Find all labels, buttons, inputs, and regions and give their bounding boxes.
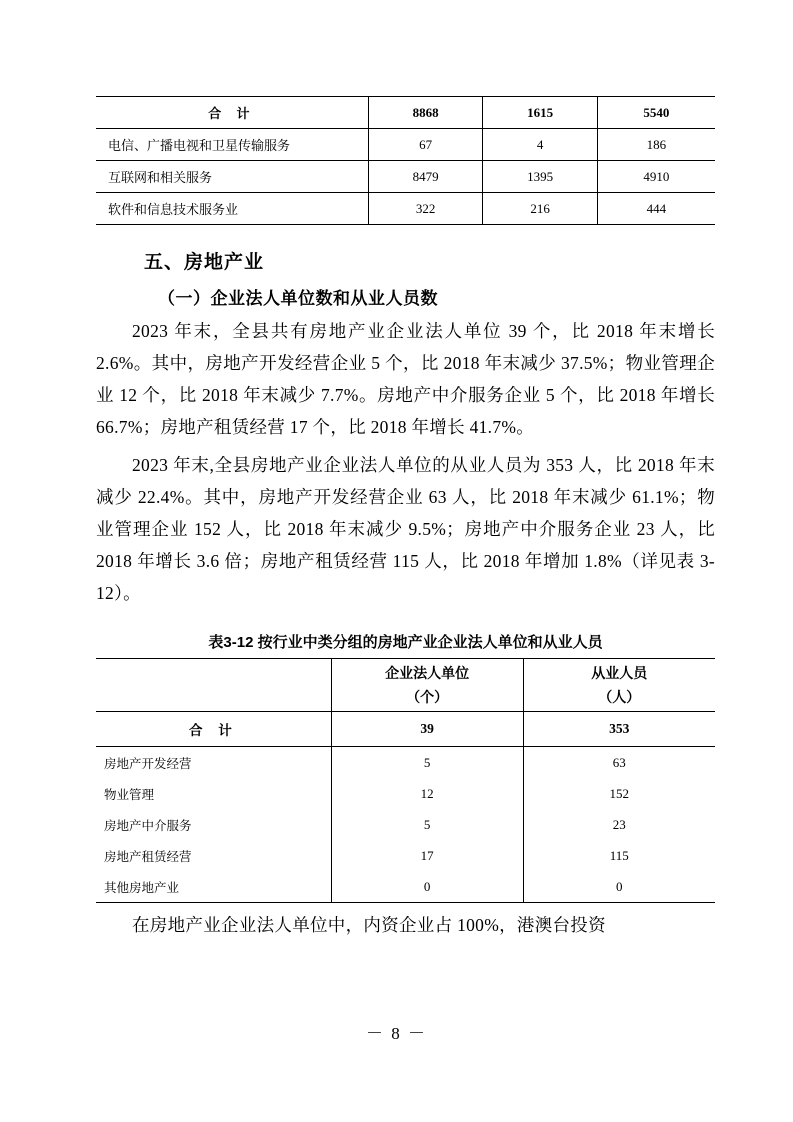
continued-statistics-table [96,96,715,225]
row-units: 5 [331,747,523,779]
table-312-caption: 表3-12 按行业中类分组的房地产业企业法人单位和从业人员 [208,634,603,651]
row-units: 39 [331,712,523,747]
row-units: 0 [331,871,523,903]
header-units-line2: （个） [406,689,449,705]
header-units-line1: 企业法人单位 [385,665,470,681]
row-units: 17 [331,840,523,871]
row-label: 合 计 [96,97,368,129]
table-row-total [96,712,715,747]
table-row [96,809,715,840]
subsection-heading: （一）企业法人单位数和从业人员数 [158,289,438,308]
row-employees: 0 [523,871,715,903]
row-label: 房地产开发经营 [104,756,192,771]
row-label: 其他房地产业 [104,880,180,895]
row-employees: 152 [523,778,715,809]
row-value-3: 186 [597,129,715,161]
row-employees: 115 [523,840,715,871]
row-value-1: 8479 [368,161,483,193]
row-value-2: 216 [483,193,598,225]
table-312 [96,658,715,903]
table-row [96,97,715,129]
row-label: 房地产中介服务 [104,818,192,833]
header-employees [523,659,715,712]
row-employees: 63 [523,747,715,779]
row-value-2: 4 [483,129,598,161]
header-blank [96,659,331,712]
row-label: 合 计 [96,712,331,747]
table-row [96,193,715,225]
row-label: 电信、广播电视和卫星传输服务 [96,129,368,161]
table-row [96,129,715,161]
header-employees-line2: （人） [598,689,641,705]
row-label: 互联网和相关服务 [96,161,368,193]
row-value-1: 67 [368,129,483,161]
table-row [96,840,715,871]
row-value-3: 5540 [597,97,715,129]
row-label: 房地产租赁经营 [104,849,192,864]
row-value-2: 1615 [483,97,598,129]
page-number: － 8 － [366,1024,427,1043]
table-row [96,778,715,809]
paragraph-enterprise-units: 2023 年末，全县共有房地产业企业法人单位 39 个，比 2018 年末增长 2.6%。其中，房地产开发经营企业 5 个，比 2018 年末减少 37.5%；物业管理企业 12 个，比 2018 年末减少 7.7%。房地产中介服务企业 5 个，比 2018 年增长 66.7%；房地产租赁经营 17 个，比 2018 年增长 41.7%。 [96,321,715,437]
paragraph-employees: 2023 年末,全县房地产业企业法人单位的从业人员为 353 人，比 2018 年末减少 22.4%。其中，房地产开发经营企业 63 人，比 2018 年末减少 61.1%；物业管理企业 152 人，比 2018 年末减少 9.5%；房地产中介服务企业 23 人，比 2018 年增长 3.6 倍；房地产租赁经营 115 人，比 2018 年增加 1.8%（详见表 3-12）。 [96,455,715,603]
table-header-row [96,659,715,712]
row-value-1: 322 [368,193,483,225]
table-row [96,871,715,903]
row-employees: 353 [523,712,715,747]
row-value-1: 8868 [368,97,483,129]
row-units: 12 [331,778,523,809]
header-units [331,659,523,712]
row-value-3: 444 [597,193,715,225]
row-label: 物业管理 [104,787,155,802]
table-row [96,747,715,779]
row-value-3: 4910 [597,161,715,193]
row-employees: 23 [523,809,715,840]
table-row [96,161,715,193]
paragraph-ownership: 在房地产业企业法人单位中，内资企业占 100%，港澳台投资 [132,915,606,935]
section-heading: 五、房地产业 [144,252,265,273]
row-label: 软件和信息技术服务业 [96,193,368,225]
row-units: 5 [331,809,523,840]
header-employees-line1: 从业人员 [591,665,648,681]
row-value-2: 1395 [483,161,598,193]
